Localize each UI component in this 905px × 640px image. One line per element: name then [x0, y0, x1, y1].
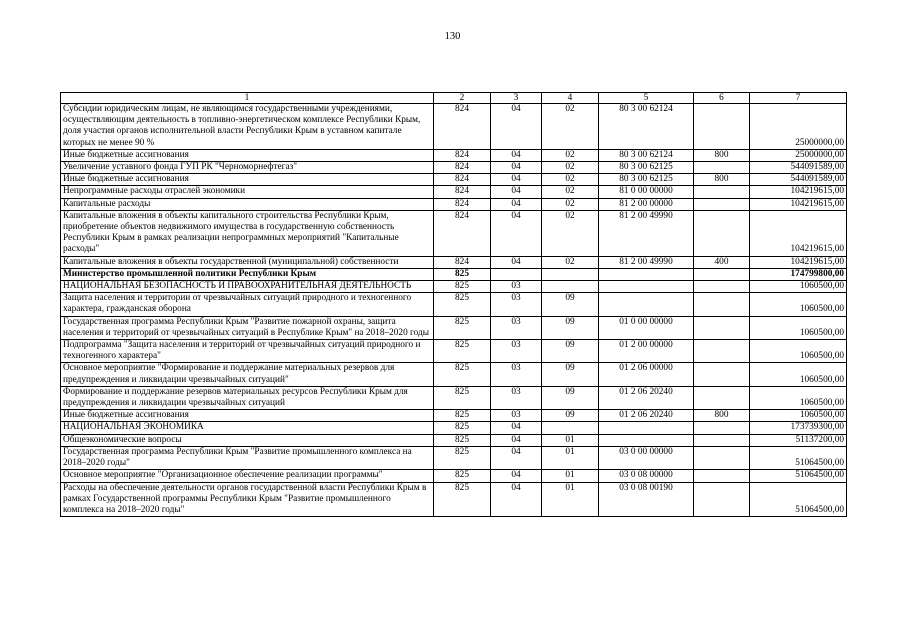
- header-cell: 1: [61, 93, 434, 104]
- name-cell: Основное мероприятие "Формирование и поддержание материальных резервов для предупреждения и ликвидации чрезвычайных ситуаций": [61, 363, 434, 386]
- subsection-code-cell: [542, 281, 599, 293]
- expense-type-cell: [694, 482, 750, 517]
- target-article-cell: 01 2 06 20240: [599, 410, 694, 422]
- header-cell: 6: [694, 93, 750, 104]
- header-cell: 7: [750, 93, 847, 104]
- section-code-cell: 04: [491, 482, 542, 517]
- table-row: [61, 434, 847, 446]
- subsection-code-cell: [542, 422, 599, 434]
- name-cell: Защита населения и территории от чрезвычайных ситуаций природного и техногенного характера, гражданская оборона: [61, 293, 434, 316]
- ministry-code-cell: 825: [434, 446, 491, 469]
- section-code-cell: 04: [491, 174, 542, 186]
- subsection-code-cell: 09: [542, 386, 599, 409]
- table-row: [61, 186, 847, 198]
- name-cell: Увеличение уставного фонда ГУП РК "Черноморнефтегаз": [61, 162, 434, 174]
- table-row: [61, 470, 847, 482]
- amount-cell: 25000000,00: [750, 149, 847, 161]
- table-row: [61, 256, 847, 268]
- expense-type-cell: [694, 316, 750, 339]
- amount-cell: 1060500,00: [750, 281, 847, 293]
- section-code-cell: 04: [491, 210, 542, 256]
- name-cell: Иные бюджетные ассигнования: [61, 174, 434, 186]
- section-code-cell: 03: [491, 340, 542, 363]
- amount-cell: 1060500,00: [750, 363, 847, 386]
- target-article-cell: 03 0 08 00190: [599, 482, 694, 517]
- name-cell: НАЦИОНАЛЬНАЯ ЭКОНОМИКА: [61, 422, 434, 434]
- target-article-cell: [599, 422, 694, 434]
- section-code-cell: 04: [491, 104, 542, 150]
- target-article-cell: 01 2 06 20240: [599, 386, 694, 409]
- section-code-cell: 04: [491, 198, 542, 210]
- expense-type-cell: 800: [694, 174, 750, 186]
- target-article-cell: 01 2 06 00000: [599, 363, 694, 386]
- amount-cell: 1060500,00: [750, 316, 847, 339]
- expense-type-cell: [694, 268, 750, 280]
- ministry-code-cell: 824: [434, 174, 491, 186]
- target-article-cell: 01 2 00 00000: [599, 340, 694, 363]
- header-cell: 3: [491, 93, 542, 104]
- amount-cell: 104219615,00: [750, 198, 847, 210]
- table-row: [61, 410, 847, 422]
- budget-table: [60, 92, 847, 517]
- section-code-cell: 04: [491, 434, 542, 446]
- target-article-cell: 03 0 00 00000: [599, 446, 694, 469]
- table-row: [61, 363, 847, 386]
- expense-type-cell: 800: [694, 149, 750, 161]
- section-code-cell: [491, 268, 542, 280]
- amount-cell: 104219615,00: [750, 256, 847, 268]
- ministry-code-cell: 825: [434, 386, 491, 409]
- target-article-cell: 81 2 00 00000: [599, 198, 694, 210]
- target-article-cell: 81 2 00 49990: [599, 210, 694, 256]
- table-row: [61, 149, 847, 161]
- amount-cell: 51064500,00: [750, 470, 847, 482]
- ministry-code-cell: 824: [434, 149, 491, 161]
- amount-cell: 51137200,00: [750, 434, 847, 446]
- expense-type-cell: [694, 363, 750, 386]
- table-header-row: [61, 93, 847, 104]
- amount-cell: 174799800,00: [750, 268, 847, 280]
- target-article-cell: 81 2 00 49990: [599, 256, 694, 268]
- section-code-cell: 04: [491, 470, 542, 482]
- section-code-cell: 03: [491, 410, 542, 422]
- amount-cell: 104219615,00: [750, 186, 847, 198]
- name-cell: НАЦИОНАЛЬНАЯ БЕЗОПАСНОСТЬ И ПРАВООХРАНИТЕЛЬНАЯ ДЕЯТЕЛЬНОСТЬ: [61, 281, 434, 293]
- page-number: 130: [444, 31, 461, 42]
- name-cell: Капитальные вложения в объекты государственной (муниципальной) собственности: [61, 256, 434, 268]
- target-article-cell: 80 3 00 62124: [599, 149, 694, 161]
- subsection-code-cell: 02: [542, 186, 599, 198]
- amount-cell: 173739300,00: [750, 422, 847, 434]
- name-cell: Формирование и поддержание резервов материальных ресурсов Республики Крым для предупреждения и ликвидации чрезвычайных ситуаций: [61, 386, 434, 409]
- target-article-cell: [599, 281, 694, 293]
- name-cell: Подпрограмма "Защита населения и территорий от чрезвычайных ситуаций природного и техногенного характера": [61, 340, 434, 363]
- amount-cell: 544091589,00: [750, 174, 847, 186]
- target-article-cell: 80 3 00 62124: [599, 104, 694, 150]
- section-code-cell: 03: [491, 316, 542, 339]
- subsection-code-cell: 01: [542, 470, 599, 482]
- amount-cell: 51064500,00: [750, 482, 847, 517]
- section-code-cell: 04: [491, 422, 542, 434]
- target-article-cell: [599, 434, 694, 446]
- name-cell: Расходы на обеспечение деятельности органов государственной власти Республики Крым в рамках Государственной программы Республики Крым "Развитие промышленного комплекса на 2018–2020 годы": [61, 482, 434, 517]
- amount-cell: 1060500,00: [750, 293, 847, 316]
- amount-cell: 51064500,00: [750, 446, 847, 469]
- name-cell: Основное мероприятие "Организационное обеспечение реализации программы": [61, 470, 434, 482]
- table-row: [61, 340, 847, 363]
- subsection-code-cell: 02: [542, 174, 599, 186]
- table-row: [61, 210, 847, 256]
- ministry-code-cell: 825: [434, 293, 491, 316]
- expense-type-cell: 400: [694, 256, 750, 268]
- ministry-code-cell: 825: [434, 422, 491, 434]
- amount-cell: 1060500,00: [750, 386, 847, 409]
- ministry-code-cell: 824: [434, 162, 491, 174]
- subsection-code-cell: 01: [542, 482, 599, 517]
- name-cell: Министерство промышленной политики Республики Крым: [61, 268, 434, 280]
- section-code-cell: 04: [491, 446, 542, 469]
- subsection-code-cell: 09: [542, 316, 599, 339]
- subsection-code-cell: 01: [542, 446, 599, 469]
- name-cell: Общеэкономические вопросы: [61, 434, 434, 446]
- table-row: [61, 293, 847, 316]
- header-cell: 2: [434, 93, 491, 104]
- amount-cell: 25000000,00: [750, 104, 847, 150]
- target-article-cell: [599, 268, 694, 280]
- table-row: [61, 162, 847, 174]
- expense-type-cell: [694, 281, 750, 293]
- target-article-cell: 81 0 00 00000: [599, 186, 694, 198]
- expense-type-cell: 800: [694, 410, 750, 422]
- name-cell: Иные бюджетные ассигнования: [61, 410, 434, 422]
- subsection-code-cell: 01: [542, 434, 599, 446]
- expense-type-cell: [694, 446, 750, 469]
- table-row: [61, 281, 847, 293]
- amount-cell: 544091589,00: [750, 162, 847, 174]
- header-cell: 5: [599, 93, 694, 104]
- table-row: [61, 482, 847, 517]
- expense-type-cell: [694, 186, 750, 198]
- subsection-code-cell: 02: [542, 210, 599, 256]
- subsection-code-cell: 09: [542, 293, 599, 316]
- subsection-code-cell: 09: [542, 340, 599, 363]
- expense-type-cell: [694, 198, 750, 210]
- target-article-cell: 01 0 00 00000: [599, 316, 694, 339]
- ministry-code-cell: 825: [434, 340, 491, 363]
- section-code-cell: 04: [491, 162, 542, 174]
- expense-type-cell: [694, 210, 750, 256]
- table-row: [61, 446, 847, 469]
- ministry-code-cell: 825: [434, 316, 491, 339]
- subsection-code-cell: 02: [542, 256, 599, 268]
- expense-type-cell: [694, 386, 750, 409]
- name-cell: Капитальные расходы: [61, 198, 434, 210]
- target-article-cell: 80 3 00 62125: [599, 162, 694, 174]
- ministry-code-cell: 825: [434, 410, 491, 422]
- expense-type-cell: [694, 293, 750, 316]
- subsection-code-cell: 02: [542, 198, 599, 210]
- name-cell: Субсидии юридическим лицам, не являющимся государственными учреждениями, осуществляющим деятельность в топливно-энергетическом комплексе Республики Крым, доля участия органов исполнительной власти Республики Крым в уставном капитале которых не менее 90 %: [61, 104, 434, 150]
- section-code-cell: 04: [491, 149, 542, 161]
- name-cell: Иные бюджетные ассигнования: [61, 149, 434, 161]
- ministry-code-cell: 824: [434, 186, 491, 198]
- table-row: [61, 386, 847, 409]
- table-row: [61, 422, 847, 434]
- section-code-cell: 04: [491, 186, 542, 198]
- target-article-cell: 03 0 08 00000: [599, 470, 694, 482]
- expense-type-cell: [694, 422, 750, 434]
- subsection-code-cell: 09: [542, 410, 599, 422]
- ministry-code-cell: 825: [434, 281, 491, 293]
- table-row: [61, 198, 847, 210]
- expense-type-cell: [694, 470, 750, 482]
- ministry-code-cell: 825: [434, 470, 491, 482]
- target-article-cell: 80 3 00 62125: [599, 174, 694, 186]
- amount-cell: 104219615,00: [750, 210, 847, 256]
- ministry-code-cell: 825: [434, 482, 491, 517]
- ministry-code-cell: 824: [434, 104, 491, 150]
- table-row: [61, 316, 847, 339]
- ministry-code-cell: 825: [434, 268, 491, 280]
- ministry-code-cell: 824: [434, 256, 491, 268]
- section-code-cell: 04: [491, 256, 542, 268]
- ministry-code-cell: 825: [434, 363, 491, 386]
- name-cell: Непрограммные расходы отраслей экономики: [61, 186, 434, 198]
- name-cell: Капитальные вложения в объекты капитального строительства Республики Крым, приобретение объектов недвижимого имущества в государственную собственность Республики Крым в рамках реализации непрограммных мероприятий "Капитальные расходы": [61, 210, 434, 256]
- subsection-code-cell: 02: [542, 149, 599, 161]
- ministry-code-cell: 824: [434, 210, 491, 256]
- ministry-code-cell: 825: [434, 434, 491, 446]
- table-row: [61, 104, 847, 150]
- ministry-code-cell: 824: [434, 198, 491, 210]
- subsection-code-cell: [542, 268, 599, 280]
- section-code-cell: 03: [491, 293, 542, 316]
- header-cell: 4: [542, 93, 599, 104]
- expense-type-cell: [694, 340, 750, 363]
- section-code-cell: 03: [491, 363, 542, 386]
- amount-cell: 1060500,00: [750, 340, 847, 363]
- name-cell: Государственная программа Республики Крым "Развитие пожарной охраны, защита населения и территорий от чрезвычайных ситуаций в Республике Крым" на 2018–2020 годы: [61, 316, 434, 339]
- subsection-code-cell: 09: [542, 363, 599, 386]
- expense-type-cell: [694, 104, 750, 150]
- subsection-code-cell: 02: [542, 162, 599, 174]
- section-code-cell: 03: [491, 386, 542, 409]
- name-cell: Государственная программа Республики Крым "Развитие промышленного комплекса на 2018–2020 годы": [61, 446, 434, 469]
- expense-type-cell: [694, 162, 750, 174]
- expense-type-cell: [694, 434, 750, 446]
- table-row: [61, 174, 847, 186]
- section-code-cell: 03: [491, 281, 542, 293]
- subsection-code-cell: 02: [542, 104, 599, 150]
- amount-cell: 1060500,00: [750, 410, 847, 422]
- table-row: [61, 268, 847, 280]
- target-article-cell: [599, 293, 694, 316]
